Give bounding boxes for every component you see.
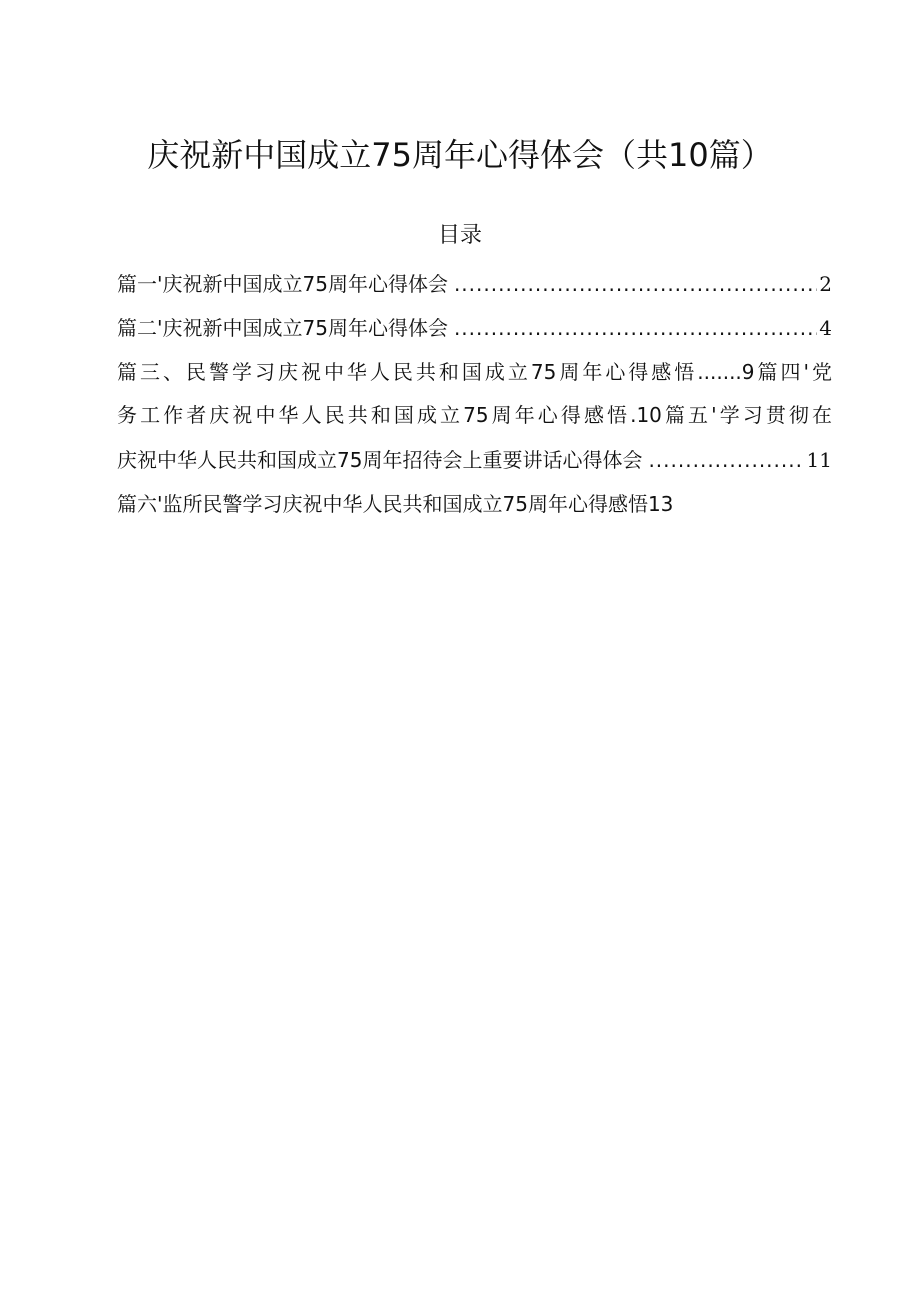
toc-entry-1[interactable] <box>117 269 832 299</box>
toc-entry-text: 庆祝中华人民共和国成立75周年招待会上重要讲话心得体会 <box>117 448 643 472</box>
toc-entry-text: 篇一'庆祝新中国成立75周年心得体会 <box>117 272 448 296</box>
toc-entry-4[interactable]: 务工作者庆祝中华人民共和国成立75周年心得感悟.10篇五'学习贯彻在 <box>117 403 832 427</box>
dot-leader <box>454 313 817 343</box>
toc-page-number: 11 <box>806 448 832 472</box>
toc-page-number: 2 <box>819 272 832 296</box>
document-title: 庆祝新中国成立75周年心得体会（共10篇） <box>147 136 773 174</box>
toc-entry-5[interactable] <box>117 445 832 475</box>
toc-heading: 目录 <box>437 223 482 248</box>
toc-entry-2[interactable] <box>117 313 832 343</box>
toc-entry-6[interactable]: 篇六'监所民警学习庆祝中华人民共和国成立75周年心得感悟13 <box>117 492 674 516</box>
toc-entry-3[interactable]: 篇三、民警学习庆祝中华人民共和国成立75周年心得感悟.......9篇四'党 <box>117 360 832 384</box>
dot-leader <box>648 445 804 475</box>
dot-leader <box>454 269 817 299</box>
toc-page-number: 4 <box>819 316 832 340</box>
toc-entry-text: 篇二'庆祝新中国成立75周年心得体会 <box>117 316 448 340</box>
